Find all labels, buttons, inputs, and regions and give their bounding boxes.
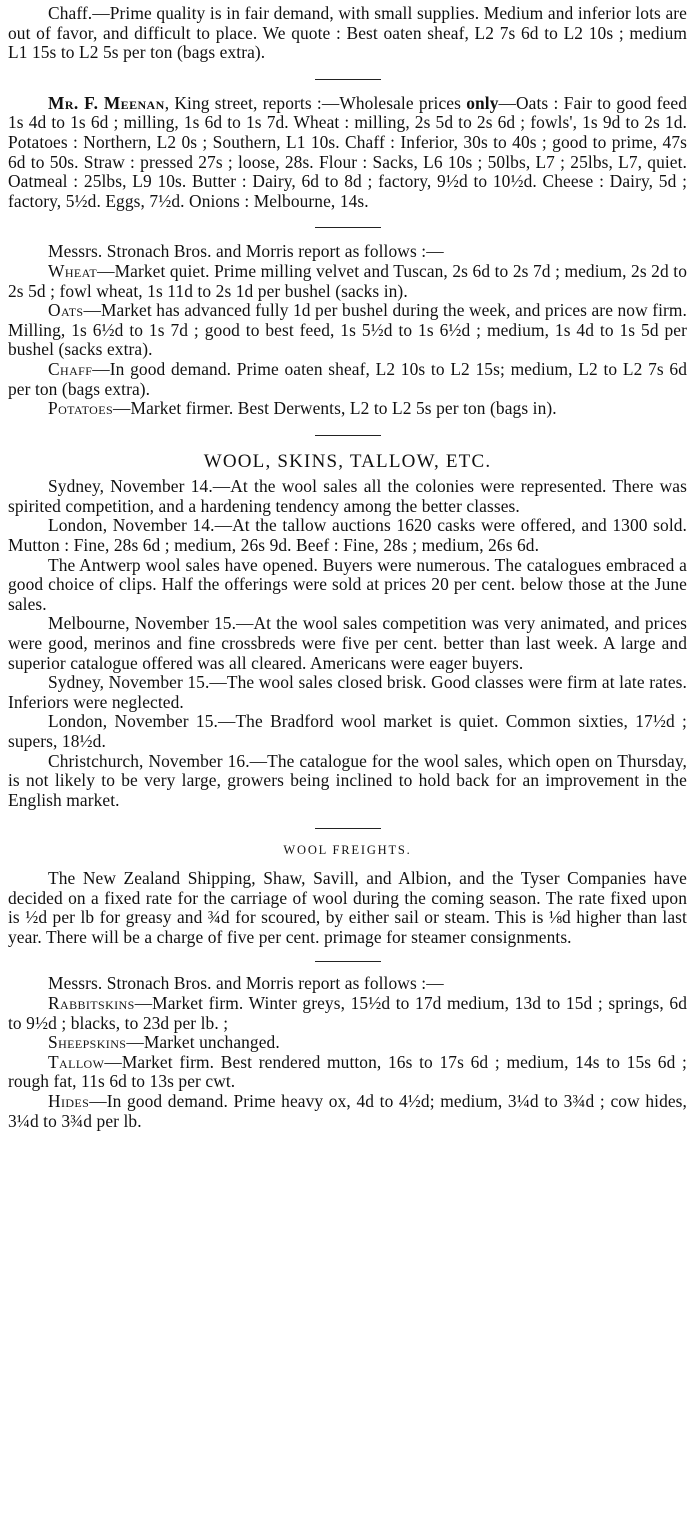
- wool-news-paragraph: The Antwerp wool sales have opened. Buyers were numerous. The catalogues embraced a good choice of clips. Half the offerings were sold at prices 20 per cent. below those at the June sales.: [8, 554, 687, 614]
- divider-rule: [315, 227, 381, 228]
- divider-rule: [315, 79, 381, 80]
- oats-paragraph: [8, 301, 687, 360]
- rabbitskins-text: —Market firm. Winter greys, 15½d to 17d medium, 13d to 15d ; springs, 6d to 9½d ; blacks, to 23d per lb. ;: [8, 992, 687, 1033]
- chaff-market-text: —In good demand. Prime oaten sheaf, L2 10s to L2 15s; medium, L2 to L2 7s 6d per ton (bags extra).: [8, 358, 687, 399]
- wool-news-paragraph: London, November 14.—At the tallow auctions 1620 casks were offered, and 1300 sold. Mutton : Fine, 28s 6d ; medium, 26s 9d. Beef : Fine, 28s ; medium, 26s 6d.: [8, 515, 687, 556]
- tallow-paragraph: [8, 1053, 687, 1092]
- potatoes-lead: Potatoes: [48, 398, 114, 419]
- hides-lead: Hides: [48, 1090, 90, 1111]
- oats-text: —Market has advanced fully 1d per bushel during the week, and prices are now firm. Milling, 1s 6½d to 1s 7d ; good to best feed, 1s 5½d to 1s 6½d ; medium, 1s 4d to 1s 5d per bushel (sacks extra).: [8, 300, 687, 360]
- tallow-lead: Tallow: [48, 1051, 105, 1072]
- oats-lead: Oats: [48, 300, 84, 321]
- wool-news-paragraph: Sydney, November 14.—At the wool sales all the colonies were represented. There was spirited competition, and a hardening tendency among the better classes.: [8, 476, 687, 516]
- divider-rule: [315, 961, 381, 962]
- wool-freights-heading: WOOL FREIGHTS.: [283, 843, 412, 858]
- chaff-market-paragraph: [8, 360, 687, 399]
- rabbitskins-lead: Rabbitskins: [48, 992, 135, 1013]
- sheepskins-lead: Sheepskins: [48, 1032, 127, 1053]
- chaff-lead: Chaff.: [48, 3, 93, 23]
- divider-rule: [315, 828, 381, 829]
- wool-section-heading: WOOL, SKINS, TALLOW, ETC.: [203, 450, 492, 472]
- chaff-paragraph: [8, 4, 687, 63]
- sheepskins-text: —Market unchanged.: [126, 1032, 280, 1053]
- tallow-text: —Market firm. Best rendered mutton, 16s to 17s 6d ; medium, 14s to 15s 6d ; rough fat, 11s 6d to 13s per cwt.: [8, 1051, 687, 1092]
- wool-news-paragraph: Christchurch, November 16.—The catalogue for the wool sales, which open on Thursday, is not likely to be very large, growers being inclined to hold back for an improvement in the English market.: [8, 750, 687, 810]
- meenan-prices: —Oats : Fair to good feed 1s 4d to 1s 6d ; milling, 1s 6d to 1s 7d. Wheat : milling, 2s 5d to 2s 6d ; fowls', 1s 9d to 2s 1d. Potatoes : Northern, L2 0s ; Southern, L1 10s. Chaff : Inferior, 30s to 40s ; good to prime, 47s 6d to 50s. Straw : pressed 27s ; loose, 28s. Flour : Sacks, L6 10s ; 50lbs, L7 ; 25lbs, L7, quiet. Oatmeal : 25lbs, L9 10s. Butter : Dairy, 6d to 8d ; factory, 9½d to 10½d. Cheese : Dairy, 5d ; factory, 5½d. Eggs, 7½d. Onions : Melbourne, 14s.: [8, 92, 687, 211]
- wheat-lead: Wheat: [48, 260, 98, 281]
- meenan-intro: , King street, reports :—Wholesale prices: [164, 92, 467, 113]
- wool-news-paragraph: London, November 15.—The Bradford wool market is quiet. Common sixties, 17½d ; supers, 18½d.: [8, 711, 687, 751]
- chaff-text: —Prime quality is in fair demand, with small supplies. Medium and inferior lots are out of favor, and difficult to place. We quote : Best oaten sheaf, L2 7s 6d to L2 10s ; medium L1 15s to L2 5s per ton (bags extra).: [8, 3, 687, 63]
- wheat-paragraph: [8, 262, 687, 301]
- wool-news-paragraph: Melbourne, November 15.—At the wool sales competition was very animated, and prices were good, merinos and fine crossbreds were five per cent. better than last week. A large and superior catalogue offered was all cleared. Americans were eager buyers.: [8, 613, 687, 673]
- only-word: only: [466, 92, 499, 113]
- hides-text: —In good demand. Prime heavy ox, 4d to 4½d; medium, 3¼d to 3¾d ; cow hides, 3¼d to 3¾d per lb.: [8, 1090, 687, 1131]
- chaff-market-lead: Chaff: [48, 358, 93, 379]
- wool-news-paragraph: Sydney, November 15.—The wool sales closed brisk. Good classes were firm at late rates. Inferiors were neglected.: [8, 672, 687, 712]
- wool-freights-paragraph: The New Zealand Shipping, Shaw, Savill, and Albion, and the Tyser Companies have decided on a fixed rate for the carriage of wool during the coming season. The rate fixed upon is ½d per lb for greasy and ¾d for scoured, by either sail or steam. This is ⅛d higher than last year. There will be a charge of five per cent. primage for steamer consignments.: [8, 867, 687, 947]
- report-intro: Messrs. Stronach Bros. and Morris report as follows :—: [48, 241, 444, 262]
- hides-paragraph: [8, 1092, 687, 1131]
- potatoes-paragraph: [8, 399, 687, 419]
- potatoes-text: —Market firmer. Best Derwents, L2 to L2 5s per ton (bags in).: [113, 398, 557, 419]
- report-intro: Messrs. Stronach Bros. and Morris report as follows :—: [48, 973, 444, 994]
- meenan-report: [8, 94, 687, 212]
- sheepskins-paragraph: [8, 1033, 687, 1053]
- divider-rule: [315, 435, 381, 436]
- rabbitskins-paragraph: [8, 994, 687, 1033]
- reporter-name: Mr. F. Meenan: [48, 92, 165, 113]
- wheat-text: —Market quiet. Prime milling velvet and Tuscan, 2s 6d to 2s 7d ; medium, 2s 2d to 2s 5d ; fowl wheat, 1s 11d to 2s 1d per bushel (sacks in).: [8, 260, 687, 301]
